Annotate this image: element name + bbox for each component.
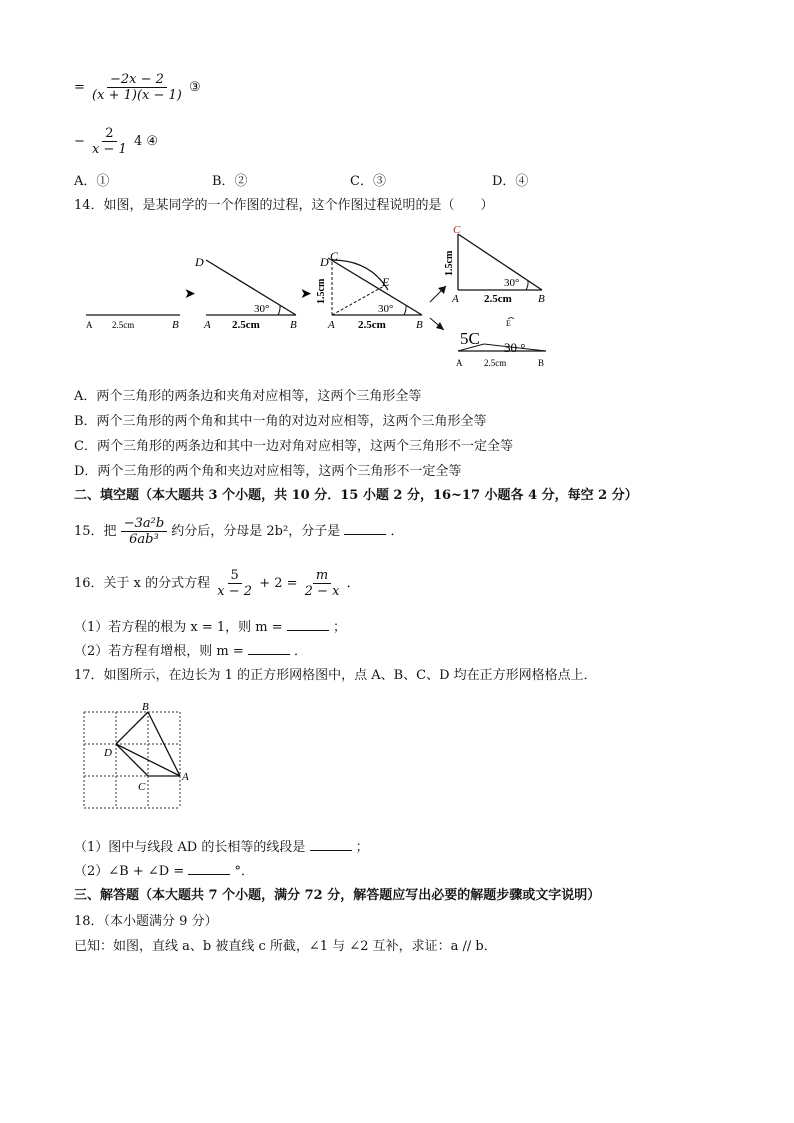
step-marker: ③: [189, 80, 201, 95]
label-b: B: [538, 358, 545, 368]
answer-blank[interactable]: [310, 850, 352, 851]
q16-fraction-right: [302, 568, 343, 599]
q14-stem: 14．如图，是某同学的一个作图的过程，这个作图过程说明的是（ ）: [74, 198, 494, 213]
q14-option-a: A．两个三角形的两条边和夹角对应相等，这两个三角形全等: [74, 389, 422, 404]
label-length: 2.5cm: [484, 358, 507, 368]
fraction-numerator: 5: [228, 568, 242, 584]
q16-sub1: [74, 616, 346, 635]
semicolon: ；: [355, 840, 369, 855]
fraction-tail: 4: [133, 134, 143, 149]
section-2-title: 二、填空题（本大题共 3 个小题，共 10 分．15 小题 2 分，16~17 小题各 4 分，每空 2 分）: [74, 488, 638, 503]
label-d: D: [320, 255, 329, 269]
q17-stem: 17．如图所示，在边长为 1 的正方形网格图中，点 A、B、C、D 均在正方形网格格点上．: [74, 668, 597, 683]
q16-equation: [74, 568, 360, 599]
label-e: E: [382, 275, 390, 289]
label-b: B: [290, 319, 297, 331]
label-angle: 30°: [504, 277, 520, 289]
label-d: D: [195, 255, 204, 269]
arrow-icon: ➤: [300, 287, 312, 302]
fraction-denominator: 2 − x: [304, 584, 340, 599]
label-angle: 30°: [378, 303, 394, 315]
label-a: A: [456, 358, 463, 368]
q17-grid-figure: [78, 700, 198, 818]
q18-body: 已知：如图，直线 a、b 被直线 c 所截，∠1 与 ∠2 互补，求证：a // b．: [74, 939, 497, 954]
fraction-denominator: 6ab³: [129, 532, 159, 547]
label-a: A: [182, 771, 189, 783]
fraction-denominator: x − 1: [92, 142, 127, 157]
label-length: 2.5cm: [358, 319, 386, 331]
answer-blank[interactable]: [248, 654, 290, 655]
q13-option-c: C．③: [350, 174, 386, 189]
label-length: 2.5cm: [112, 320, 135, 330]
label-5c: 5C: [460, 329, 480, 348]
q15: [74, 516, 404, 547]
fraction-numerator: −3a²b: [121, 516, 167, 532]
q16-fraction-left: [214, 568, 255, 599]
q13-option-a: A．①: [74, 174, 110, 189]
q16-sub2: [74, 640, 307, 659]
q15-suffix: 约分后，分母是 2b²，分子是: [171, 524, 341, 539]
label-d: D: [104, 747, 112, 759]
q18-head: 18．（本小题满分 9 分）: [74, 914, 218, 929]
q13-fraction-4: [89, 126, 130, 157]
period: ．: [390, 524, 404, 539]
label-height: 1.5cm: [316, 278, 327, 304]
q14-option-b: B．两个三角形的两个角和其中一角的对边对应相等，这两个三角形全等: [74, 414, 487, 429]
label-angle: 30 °: [504, 340, 526, 355]
section-3-title: 三、解答题（本大题共 7 个小题，满分 72 分，解答题应写出必要的解题步骤或文字说明）: [74, 888, 601, 903]
q13-line4: [74, 126, 158, 157]
fraction-numerator: 2: [102, 126, 116, 142]
answer-blank[interactable]: [344, 534, 386, 535]
q16-sub1-text: （1）若方程的根为 x = 1，则 m =: [74, 620, 283, 635]
label-a: A: [86, 320, 93, 330]
q16-prefix: 16．关于 x 的分式方程: [74, 576, 211, 591]
fraction-numerator: m: [313, 568, 331, 584]
label-b: B: [142, 701, 149, 713]
q16-mid: + 2 =: [259, 576, 298, 591]
q13-fraction-3: [89, 72, 185, 103]
semicolon: ；: [332, 620, 346, 635]
label-c: C: [453, 224, 461, 236]
q17-sub2: [74, 860, 254, 879]
q17-sub1: [74, 836, 369, 855]
label-c: C: [138, 781, 146, 793]
degree-period: °．: [234, 864, 255, 879]
period: ．: [346, 576, 360, 591]
q16-sub2-text: （2）若方程有增根，则 m =: [74, 644, 244, 659]
label-e: E: [506, 319, 511, 328]
label-a: A: [452, 293, 459, 305]
step-marker: ④: [146, 134, 159, 149]
arrow-icon: ➤: [184, 287, 196, 302]
label-b: B: [416, 319, 423, 331]
q13-option-b: B．②: [212, 174, 248, 189]
answer-blank[interactable]: [287, 630, 329, 631]
fraction-denominator: (x + 1)(x − 1): [92, 88, 182, 103]
q14-option-c: C．两个三角形的两条边和其中一边对角对应相等，这两个三角形不一定全等: [74, 439, 513, 454]
q14-option-d: D．两个三角形的两个角和夹边对应相等，这两个三角形不一定全等: [74, 464, 462, 479]
q13-line3: [74, 72, 201, 103]
label-length: 2.5cm: [484, 293, 512, 305]
q13-option-d: D．④: [492, 174, 529, 189]
answer-blank[interactable]: [188, 874, 230, 875]
label-b: B: [538, 293, 545, 305]
q17-sub2-text: （2）∠B + ∠D =: [74, 864, 185, 879]
q17-sub1-text: （1）图中与线段 AD 的长相等的线段是: [74, 840, 306, 855]
q15-prefix: 15．把: [74, 524, 117, 539]
period: ．: [294, 644, 308, 659]
label-length: 2.5cm: [232, 319, 260, 331]
label-a: A: [328, 319, 335, 331]
equals-sign: =: [74, 80, 85, 95]
fraction-denominator: x − 2: [217, 584, 253, 599]
label-a: A: [204, 319, 211, 331]
label-c: C: [330, 249, 339, 263]
label-angle: 30°: [254, 303, 270, 315]
label-b: B: [172, 319, 179, 331]
q15-fraction: [121, 516, 167, 547]
label-height: 1.5cm: [444, 250, 455, 276]
q14-construction-figure: [80, 220, 560, 370]
fraction-numerator: −2x − 2: [107, 72, 167, 88]
minus-sign: −: [74, 134, 85, 149]
